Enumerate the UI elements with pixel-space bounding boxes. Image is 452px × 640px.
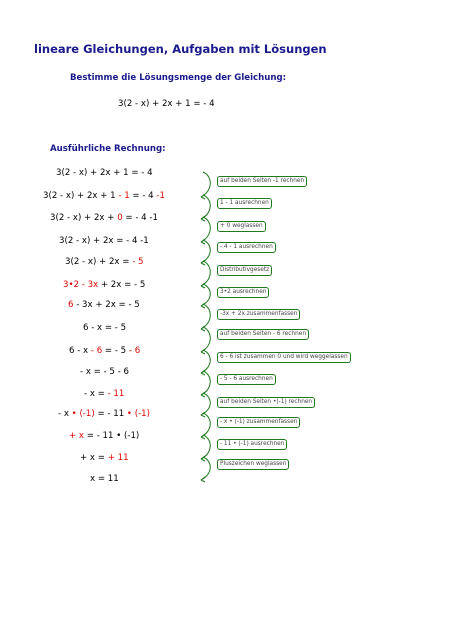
- equation-term: 3(2 - x) + 2x + 1 = - 4: [56, 168, 153, 178]
- equation-term: + x =: [80, 453, 108, 463]
- equation-term: = - 5: [102, 346, 129, 356]
- equation-term: = - 4: [129, 191, 157, 201]
- arrow-head: [201, 194, 205, 199]
- step-arrow: [201, 217, 210, 242]
- page-title: lineare Gleichungen, Aufgaben mit Lösungen: [34, 42, 327, 56]
- step-note: 6 - 6 ist zusammen 0 und wird weggelassen: [217, 352, 351, 363]
- equation-term: = - 11: [94, 409, 127, 419]
- highlighted-term: -1: [156, 191, 165, 201]
- arrow-head: [201, 392, 205, 397]
- solution-heading: Ausführliche Rechnung:: [50, 144, 166, 154]
- step-note: 1 - 1 ausrechnen: [217, 198, 272, 209]
- step-note: 3•2 ausrechnen: [217, 287, 269, 298]
- arrow-head: [201, 349, 205, 354]
- highlighted-term: • (-1): [71, 409, 95, 419]
- arrow-head: [201, 283, 205, 288]
- step-arrow: [201, 195, 210, 219]
- step-note: - 5 - 6 ausrechnen: [217, 374, 276, 385]
- equation-term: - 3x + 2x = - 5: [73, 300, 140, 310]
- highlighted-term: - 6: [128, 346, 141, 356]
- step-arrow: [201, 240, 210, 263]
- arrow-head: [201, 216, 205, 221]
- step-arrow: [201, 350, 210, 373]
- step-arrow: [201, 304, 210, 329]
- step-arrow: [201, 284, 210, 306]
- highlighted-term: 0: [117, 213, 123, 223]
- highlighted-term: + 11: [107, 453, 129, 463]
- step-arrow: [201, 172, 210, 197]
- equation-term: x = 11: [90, 474, 119, 484]
- step-note: Distributivgesetz: [217, 265, 272, 276]
- highlighted-term: 6: [68, 300, 74, 310]
- step-arrow: [201, 393, 210, 415]
- arrow-head: [201, 456, 205, 461]
- step-note: - 11 • (-1) ausrechnen: [217, 439, 287, 450]
- step-note: auf beiden Seiten -1 rechnen: [217, 176, 307, 187]
- step-note: auf beiden Seiten - 6 rechnen: [217, 329, 309, 340]
- arrow-head: [201, 434, 205, 439]
- arrow-head: [201, 412, 205, 417]
- highlighted-term: - 6: [90, 346, 103, 356]
- step-note: auf beiden Seiten •(-1) rechnen: [217, 397, 315, 408]
- equation-term: 3(2 - x) + 2x +: [50, 213, 118, 223]
- step-arrow: [201, 261, 210, 286]
- step-note: Pluszeichen weglassen: [217, 459, 289, 470]
- equation-term: 3(2 - x) + 2x =: [65, 257, 133, 267]
- step-arrow: [201, 413, 210, 437]
- highlighted-term: - 5: [132, 257, 144, 267]
- arrow-head: [201, 239, 205, 244]
- equation-term: = - 11 • (-1): [84, 431, 140, 441]
- highlighted-term: 3•2 - 3x: [63, 280, 99, 290]
- equation-term: 3(2 - x) + 2x + 1: [43, 191, 119, 201]
- highlighted-term: + x: [69, 431, 85, 441]
- equation-term: - x =: [84, 389, 108, 399]
- equation-term: = - 4 -1: [122, 213, 158, 223]
- step-note: + 0 weglassen: [217, 221, 266, 232]
- step-note: - 4 - 1 ausrechnen: [217, 242, 276, 253]
- step-arrow: [201, 435, 210, 459]
- task-equation: 3(2 - x) + 2x + 1 = - 4: [118, 99, 215, 109]
- arrow-head: [201, 326, 205, 331]
- equation-term: + 2x = - 5: [98, 280, 146, 290]
- step-arrow: [201, 371, 210, 395]
- highlighted-term: • (-1): [126, 409, 150, 419]
- task-instruction: Bestimme die Lösungsmenge der Gleichung:: [70, 73, 287, 83]
- arrow-head: [201, 477, 205, 482]
- arrow-head: [201, 260, 205, 265]
- equation-term: 6 - x = - 5: [83, 323, 127, 333]
- arrow-head: [201, 370, 205, 375]
- step-note: - x • (-1) zusammenfassen: [217, 417, 300, 428]
- equation-term: 6 - x: [69, 346, 91, 356]
- highlighted-term: - 1: [118, 191, 130, 201]
- step-arrow: [201, 457, 210, 480]
- highlighted-term: - 11: [107, 389, 125, 399]
- equation-term: - x: [58, 409, 72, 419]
- equation-term: - x = - 5 - 6: [80, 367, 129, 377]
- equation-term: 3(2 - x) + 2x = - 4 -1: [59, 236, 149, 246]
- arrow-head: [201, 303, 205, 308]
- step-arrow: [201, 327, 210, 352]
- step-note: -3x + 2x zusammenfassen: [217, 309, 300, 320]
